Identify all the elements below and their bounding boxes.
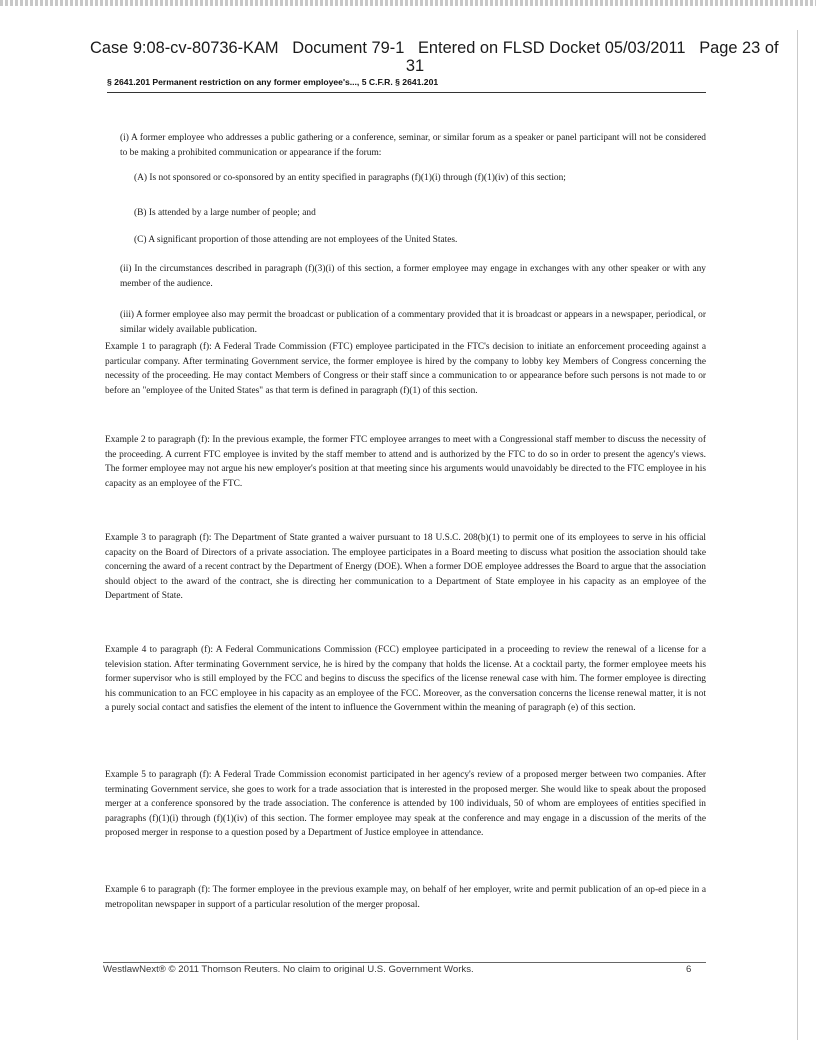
paragraph-f3-ii: (ii) In the circumstances described in paragraph (f)(3)(i) of this section, a former employee may engage in exchanges with any other speaker or with any member of the audience. bbox=[120, 264, 706, 289]
scan-artifact-top bbox=[0, 0, 816, 6]
paragraph-f3-i-b: (B) Is attended by a large number of people; and bbox=[134, 208, 316, 218]
page-number: 6 bbox=[686, 964, 692, 975]
court-filing-header bbox=[90, 39, 779, 75]
example-1: Example 1 to paragraph (f): A Federal Trade Commission (FTC) employee participated in the FTC's decision to initiate an enforcement proceeding against a particular company. After terminating Government service, the former employee is hired by the company to lobby key Members of Congress concerning the necessity of the proceeding. He may contact Members of Congress or their staff since a communication to or appearance before such persons is not made to or before an "employee of the United States" as that term is defined in paragraph (f)(1) of this section. bbox=[105, 342, 706, 396]
example-4: Example 4 to paragraph (f): A Federal Communications Commission (FCC) employee participated in a proceeding to review the renewal of a license for a television station. After terminating Government service, he is hired by the company that holds the license. At a cocktail party, the former employee meets his former supervisor who is still employed by the FCC and begins to discuss the specifics of the license renewal case with him. The former employee is directing his communication to an FCC employee in his capacity as an employee of the FCC. Moreover, as the conversation concerns the license renewal matter, it is not a purely social contact and satisfies the element of the intent to influence the Government within the meaning of paragraph (e) of this section. bbox=[105, 645, 706, 714]
court-header-line1: Case 9:08-cv-80736-KAM Document 79-1 Entered on FLSD Docket 05/03/2011 Page 23 of bbox=[90, 39, 779, 57]
footer-divider bbox=[103, 962, 706, 963]
footer-copyright: WestlawNext® © 2011 Thomson Reuters. No claim to original U.S. Government Works. bbox=[103, 964, 474, 975]
header-divider bbox=[107, 92, 706, 93]
paragraph-f3-i: (i) A former employee who addresses a public gathering or a conference, seminar, or similar forum as a speaker or panel participant will not be considered to be making a prohibited communication or appearance if the forum: bbox=[120, 133, 706, 158]
paragraph-f3-i-a: (A) Is not sponsored or co-sponsored by an entity specified in paragraphs (f)(1)(i) through (f)(1)(iv) of this section; bbox=[134, 173, 566, 183]
court-header-line2: 31 bbox=[405, 57, 425, 75]
paragraph-f3-iii: (iii) A former employee also may permit the broadcast or publication of a commentary provided that it is broadcast or appears in a newspaper, periodical, or similar widely available publication. bbox=[120, 310, 706, 335]
paragraph-f3-i-c: (C) A significant proportion of those attending are not employees of the United States. bbox=[134, 235, 458, 245]
statute-citation: § 2641.201 Permanent restriction on any former employee's..., 5 C.F.R. § 2641.201 bbox=[107, 77, 439, 87]
example-3: Example 3 to paragraph (f): The Department of State granted a waiver pursuant to 18 U.S.C. 208(b)(1) to permit one of its employees to serve in his official capacity on the Board of Directors of a private association. The employee participates in a Board meeting to discuss what position the association should take concerning the award of a recent contract by the Department of Energy (DOE). When a former DOE employee addresses the Board to argue that the association should object to the award of the contract, she is directing her communication to a Department of State employee in his capacity as an employee of the Department of State. bbox=[105, 533, 706, 602]
example-2: Example 2 to paragraph (f): In the previous example, the former FTC employee arranges to meet with a Congressional staff member to discuss the necessity of the proceeding. A current FTC employee is invited by the staff member to attend and is authorized by the FTC to do so in order to present the agency's views. The former employee may not argue his new employer's position at that meeting since his arguments would unavoidably be directed to the FTC employee in his capacity as an employee of the FTC. bbox=[105, 435, 706, 489]
scan-edge-line bbox=[797, 30, 798, 1040]
example-5: Example 5 to paragraph (f): A Federal Trade Commission economist participated in her agency's review of a proposed merger between two companies. After terminating Government service, she goes to work for a trade association that is interested in the proposed merger. She would like to speak about the proposed merger at a conference sponsored by the trade association. The conference is attended by 100 individuals, 50 of whom are employees of entities specified in paragraphs (f)(1)(i) through (f)(1)(iv) of this section. The former employee may speak at the conference and may engage in a discussion of the merits of the proposed merger in response to a question posed by a Department of Justice employee in attendance. bbox=[105, 770, 706, 839]
example-6: Example 6 to paragraph (f): The former employee in the previous example may, on behalf of her employer, write and permit publication of an op-ed piece in a metropolitan newspaper in support of a particular resolution of the merger proposal. bbox=[105, 885, 706, 910]
